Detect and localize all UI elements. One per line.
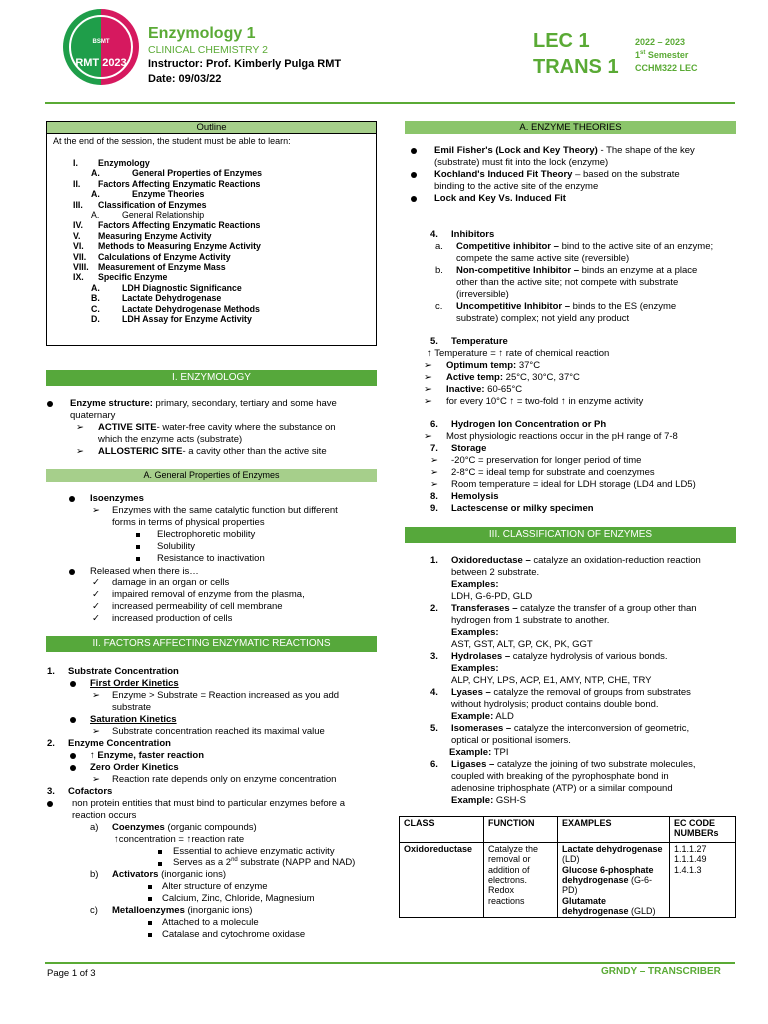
storage-2: 2-8°C = ideal temp for substrate and coenzymes <box>451 467 655 478</box>
check-icon: ✓ <box>92 601 100 612</box>
square-bullet <box>148 921 152 925</box>
square-bullet <box>158 862 162 866</box>
square-bullet <box>148 897 152 901</box>
arrow-icon: ➢ <box>76 422 84 433</box>
list-letter: a) <box>90 822 99 833</box>
metalloenzymes-1: Attached to a molecule <box>162 917 259 928</box>
uncompetitive-inhibitor-cont: substrate) complex; not yield any product <box>456 313 630 324</box>
list-number: 2. <box>430 603 438 614</box>
logo-text: RMT 2023 <box>75 57 127 69</box>
course-code: CCHM322 LEC <box>635 62 698 73</box>
noncompetitive-inhibitor: Non-competitive Inhibitor – binds an enzyme at a place <box>456 265 698 276</box>
active-temp: Active temp: 25°C, 30°C, 37°C <box>446 372 580 383</box>
ph-range: Most physiologic reactions occur in the pH range of 7-8 <box>446 431 678 442</box>
outline-number: B. <box>91 293 100 304</box>
examples-label: Examples: <box>451 627 499 638</box>
square-bullet <box>158 850 162 854</box>
arrow-icon: ➢ <box>92 774 100 785</box>
storage: Storage <box>451 443 487 454</box>
instructor: Instructor: Prof. Kimberly Pulga RMT <box>148 58 342 70</box>
cofactors-desc: non protein entities that must bind to particular enzymes before a <box>72 798 346 809</box>
released-2: impaired removal of enzyme from the plasma, <box>112 589 305 600</box>
bullet <box>411 172 417 178</box>
isomerases-example: Example: TPI <box>449 747 509 758</box>
outline-item: Enzyme Theories <box>132 189 205 200</box>
square-bullet <box>148 885 152 889</box>
outline-number: VI. <box>73 241 84 252</box>
arrow-icon: ➢ <box>424 396 432 407</box>
fisher-theory: Emil Fisher's (Lock and Key Theory) - The shape of the key <box>434 145 695 156</box>
bullet <box>70 765 76 771</box>
zero-order-kinetics: Zero Order Kinetics <box>90 762 179 773</box>
outline-number: V. <box>73 230 81 241</box>
trans-number: TRANS 1 <box>533 56 619 78</box>
lyases-cont: without hydrolysis; product contains double bond. <box>451 699 659 710</box>
list-letter: b) <box>90 869 99 880</box>
coenzymes-note: ↑concentration = ↑reaction rate <box>114 834 245 845</box>
arrow-icon: ➢ <box>424 360 432 371</box>
check-icon: ✓ <box>92 613 100 624</box>
list-number: 7. <box>430 443 438 454</box>
bullet <box>70 717 76 723</box>
outline-number: VII. <box>73 251 87 262</box>
logo-small-text: BSMT <box>92 39 110 45</box>
outline-item: Calculations of Enzyme Activity <box>98 251 231 262</box>
enzyme-structure: Enzyme structure: primary, secondary, tertiary and some have <box>70 398 337 409</box>
examples-label: Examples: <box>451 579 499 590</box>
outline-number: VIII. <box>73 262 89 272</box>
saturation-kinetics: Saturation Kinetics <box>90 714 177 725</box>
hydrolases: Hydrolases – catalyze hydrolysis of various bonds. <box>451 651 668 662</box>
outline-item: LDH Assay for Enzyme Activity <box>122 314 252 324</box>
outline-number: A. <box>91 282 100 293</box>
fisher-theory-cont: (substrate) must fit into the lock (enzyme) <box>434 157 609 168</box>
inactive-temp: Inactive: 60-65°C <box>446 384 523 395</box>
released-when: Released when there is… <box>90 566 199 577</box>
outline-item: Classification of Enzymes <box>98 199 207 210</box>
semester: 1st Semester <box>635 49 689 60</box>
outline-number: I. <box>73 158 78 168</box>
lyases: Lyases – catalyze the removal of groups from substrates <box>451 687 691 698</box>
section-enzymology-bar: I. ENZYMOLOGY <box>46 370 377 386</box>
bullet <box>70 753 76 759</box>
arrow-icon: ➢ <box>76 446 84 457</box>
storage-3: Room temperature = ideal for LDH storage (LD4 and LD5) <box>451 479 696 490</box>
competitive-inhibitor-cont: compete the same active site (reversible) <box>456 253 630 264</box>
isomerases-cont: optical or positional isomers. <box>451 735 571 746</box>
temperature-rate: ↑ Temperature = ↑ rate of chemical reaction <box>427 348 610 359</box>
optimum-temp: Optimum temp: 37°C <box>446 360 541 371</box>
outline-item: General Relationship <box>122 210 205 220</box>
outline-item: Methods to Measuring Enzyme Activity <box>98 241 261 252</box>
two-fold-rule: for every 10°C ↑ = two-fold ↑ in enzyme activity <box>446 396 644 407</box>
outline-number: III. <box>73 199 83 210</box>
substrate-concentration: Substrate Concentration <box>68 666 179 677</box>
header-divider <box>45 102 735 104</box>
check-icon: ✓ <box>92 589 100 600</box>
activators-1: Alter structure of enzyme <box>162 881 268 892</box>
outline-number: II. <box>73 178 81 189</box>
arrow-icon: ➢ <box>92 690 100 701</box>
first-order-desc: Enzyme > Substrate = Reaction increased as you add <box>112 690 340 701</box>
ligases-cont: coupled with breaking of the pyrophosphate bond in <box>451 771 669 782</box>
page-number: Page 1 of 3 <box>47 968 96 979</box>
iso-desc-cont: forms in terms of physical properties <box>112 517 265 528</box>
transferases-cont: hydrogen from 1 substrate to another. <box>451 615 610 626</box>
kochland-theory-cont: binding to the active site of the enzyme <box>434 181 599 192</box>
list-number: 9. <box>430 503 438 514</box>
bullet <box>47 801 53 807</box>
outline-item: Factors Affecting Enzymatic Reactions <box>98 220 261 231</box>
arrow-icon: ➢ <box>424 384 432 395</box>
list-number: 1. <box>47 666 55 677</box>
term-info <box>635 36 698 74</box>
outline-number: C. <box>91 303 100 314</box>
transferases: Transferases – catalyze the transfer of a group other than <box>451 603 697 614</box>
section-classification-bar: III. CLASSIFICATION OF ENZYMES <box>405 527 736 543</box>
table-row <box>400 843 736 918</box>
list-letter: c) <box>90 905 98 916</box>
oxidoreductase-cont: between 2 substrate. <box>451 567 540 578</box>
arrow-icon: ➢ <box>430 455 438 466</box>
activators: Activators (inorganic ions) <box>112 869 227 880</box>
transferases-examples: AST, GST, ALT, GP, CK, PK, GGT <box>451 639 593 650</box>
outline-item: Lactate Dehydrogenase Methods <box>122 303 260 314</box>
lactescense: Lactescense or milky specimen <box>451 503 594 514</box>
list-number: 5. <box>430 723 438 734</box>
bullet <box>70 681 76 687</box>
arrow-icon: ➢ <box>424 431 432 442</box>
bullet <box>69 569 75 575</box>
released-1: damage in an organ or cells <box>112 577 230 588</box>
enzyme-concentration: Enzyme Concentration <box>68 738 171 749</box>
isoenzymes-heading: Isoenzymes <box>90 493 144 504</box>
metalloenzymes: Metalloenzymes (inorganic ions) <box>112 905 253 916</box>
hemolysis: Hemolysis <box>451 491 499 502</box>
isomerases: Isomerases – catalyze the interconversion of geometric, <box>451 723 690 734</box>
outline-heading: Outline <box>47 122 376 134</box>
outline-item: General Properties of Enzymes <box>132 168 263 179</box>
oxidoreductase-examples: LDH, G-6-PD, GLD <box>451 591 533 602</box>
iso-desc: Enzymes with the same catalytic function but different <box>112 505 338 516</box>
arrow-icon: ➢ <box>92 726 100 737</box>
enzyme-theories-bar: A. ENZYME THEORIES <box>405 121 736 134</box>
oxidoreductase: Oxidoreductase – catalyze an oxidation-reduction reaction <box>451 555 701 566</box>
col-header-class: CLASS <box>400 817 484 843</box>
outline-intro: At the end of the session, the student must be able to learn: <box>53 136 291 146</box>
ligases-example: Example: GSH-S <box>451 795 526 806</box>
coenzymes-1: Essential to achieve enzymatic activity <box>173 846 335 857</box>
doc-title: Enzymology 1 <box>148 25 256 42</box>
outline-item: LDH Diagnostic Significance <box>122 282 242 293</box>
active-site-cont: which the enzyme acts (substrate) <box>98 434 243 445</box>
outline-item: Factors Affecting Enzymatic Reactions <box>98 178 261 189</box>
list-number: 8. <box>430 491 438 502</box>
lecture-number: LEC 1 <box>533 30 590 52</box>
coenzymes-2: Serves as a 2nd substrate (NAPP and NAD) <box>173 857 356 869</box>
bullet <box>47 401 53 407</box>
list-letter: a. <box>435 241 443 252</box>
outline-number: A. <box>91 189 100 200</box>
uncompetitive-inhibitor: Uncompetitive Inhibitor – binds to the ES (enzyme <box>456 301 677 312</box>
check-icon: ✓ <box>92 577 100 588</box>
col-header-function: FUNCTION <box>484 817 558 843</box>
general-properties-bar: A. General Properties of Enzymes <box>46 469 377 482</box>
arrow-icon: ➢ <box>92 505 100 516</box>
bullet <box>69 496 75 502</box>
square-bullet <box>136 557 140 561</box>
square-bullet <box>136 533 140 537</box>
list-number: 3. <box>430 651 438 662</box>
storage-1: -20°C = preservation for longer period of time <box>451 455 642 466</box>
iso-prop-3: Resistance to inactivation <box>157 553 265 564</box>
outline-item: Enzymology <box>98 158 150 168</box>
doc-subtitle: CLINICAL CHEMISTRY 2 <box>148 44 269 56</box>
examples-label: Examples: <box>451 663 499 674</box>
outline-number: IX. <box>73 272 84 283</box>
date: Date: 09/03/22 <box>148 73 222 85</box>
list-number: 2. <box>47 738 55 749</box>
first-order-kinetics: First Order Kinetics <box>90 678 179 689</box>
iso-prop-2: Solubility <box>157 541 196 552</box>
metalloenzymes-2: Catalase and cytochrome oxidase <box>162 929 306 940</box>
inhibitors: Inhibitors <box>451 229 495 240</box>
list-number: 1. <box>430 555 438 566</box>
ligases-cont2: adenosine triphosphate (ATP) or a similar compound <box>451 783 673 794</box>
noncompetitive-inhibitor-cont2: (irreversible) <box>456 289 509 300</box>
enzyme-structure-cont: quaternary <box>70 410 116 421</box>
activators-2: Calcium, Zinc, Chloride, Magnesium <box>162 893 315 904</box>
school-year: 2022 – 2023 <box>635 37 686 47</box>
outline-number: D. <box>91 314 100 324</box>
lock-vs-induced: Lock and Key Vs. Induced Fit <box>434 193 566 204</box>
lyases-example: Example: ALD <box>451 711 514 722</box>
temperature: Temperature <box>451 336 508 347</box>
competitive-inhibitor: Competitive inhibitor – bind to the active site of an enzyme; <box>456 241 714 252</box>
transcriber: GRNDY – TRANSCRIBER <box>601 966 721 977</box>
list-number: 3. <box>47 786 55 797</box>
arrow-icon: ➢ <box>430 479 438 490</box>
released-4: increased production of cells <box>112 613 233 624</box>
list-number: 4. <box>430 687 438 698</box>
outline-number: A. <box>91 210 100 220</box>
bullet <box>411 148 417 154</box>
cell-function: Catalyze the removal or addition of electrons. Redox reactions <box>484 843 558 918</box>
classification-table <box>399 816 736 918</box>
ligases: Ligases – catalyze the joining of two substrate molecules, <box>451 759 696 770</box>
outline-item: Measuring Enzyme Activity <box>98 230 212 241</box>
zero-order-desc: Reaction rate depends only on enzyme concentration <box>112 774 337 785</box>
list-number: 5. <box>430 336 438 347</box>
outline-item: Specific Enzyme <box>98 272 168 283</box>
saturation-desc: Substrate concentration reached its maximal value <box>112 726 325 737</box>
table-header-row <box>400 817 736 843</box>
released-3: increased permeability of cell membrane <box>112 601 283 612</box>
arrow-icon: ➢ <box>424 372 432 383</box>
cell-ec-codes: 1.1.1.27 1.1.1.49 1.4.1.3 <box>670 843 736 918</box>
col-header-examples: EXAMPLES <box>558 817 670 843</box>
outline-number: IV. <box>73 220 83 231</box>
col-header-ec-code: EC CODE NUMBERs <box>670 817 736 843</box>
outline-number: A. <box>91 168 100 179</box>
coenzymes: Coenzymes (organic compounds) <box>112 822 257 833</box>
cofactors-desc-cont: reaction occurs <box>72 810 137 821</box>
ph-heading: Hydrogen Ion Concentration or Ph <box>451 419 607 430</box>
footer-divider <box>45 962 735 964</box>
cell-examples: Lactate dehydrogenase (LD) Glucose 6-phosphate dehydrogenase (G-6-PD) Glutamate dehydrogenase (GLD) <box>558 843 670 918</box>
kochland-theory: Kochland's Induced Fit Theory – based on the substrate <box>434 169 680 180</box>
faster-reaction: ↑ Enzyme, faster reaction <box>90 750 205 761</box>
list-letter: b. <box>435 265 443 276</box>
outline-box <box>46 121 377 346</box>
section-factors-bar: II. FACTORS AFFECTING ENZYMATIC REACTIONS <box>46 636 377 652</box>
outline-item: Measurement of Enzyme Mass <box>98 262 226 272</box>
rmt-logo <box>63 9 139 85</box>
cell-class: Oxidoreductase <box>400 843 484 918</box>
iso-prop-1: Electrophoretic mobility <box>157 529 256 540</box>
list-number: 4. <box>430 229 438 240</box>
arrow-icon: ➢ <box>430 467 438 478</box>
list-number: 6. <box>430 759 438 770</box>
hydrolases-examples: ALP, CHY, LPS, ACP, E1, AMY, NTP, CHE, TRY <box>451 675 652 686</box>
list-number: 6. <box>430 419 438 430</box>
cofactors: Cofactors <box>68 786 113 797</box>
bullet <box>411 196 417 202</box>
noncompetitive-inhibitor-cont: other than the active site; not compete with substrate <box>456 277 679 288</box>
list-letter: c. <box>435 301 443 312</box>
active-site: ACTIVE SITE- water-free cavity where the substance on <box>98 422 336 433</box>
outline-item: Lactate Dehydrogenase <box>122 293 222 304</box>
square-bullet <box>136 545 140 549</box>
first-order-desc-cont: substrate <box>112 702 152 713</box>
square-bullet <box>148 933 152 937</box>
allosteric-site: ALLOSTERIC SITE- a cavity other than the active site <box>98 446 327 457</box>
